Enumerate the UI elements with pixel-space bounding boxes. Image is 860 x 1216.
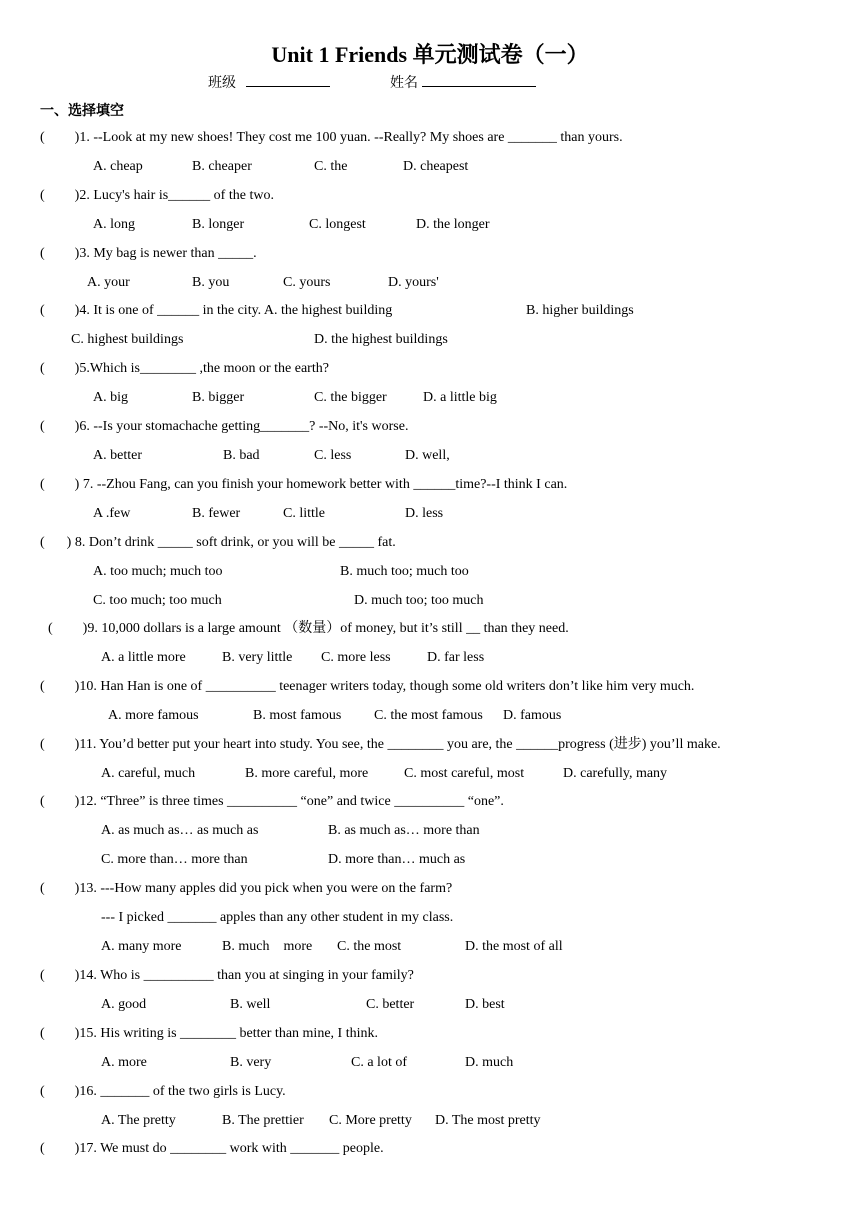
answer-paren: ( [40, 1141, 45, 1156]
question-7 [40, 476, 567, 494]
answer-paren: ( [40, 361, 45, 376]
question-text: )6. --Is your stomachache getting_______? --No, it's worse. [74, 419, 409, 434]
question-3 [40, 245, 257, 263]
option-b: B. much more [222, 939, 313, 954]
option-b: B. much too; much too [340, 564, 469, 579]
question-text: )11. You’d better put your heart into study. You see, the ________ you are, the ______progress (进步) you’ll make. [74, 737, 721, 752]
option-d: D. yours' [388, 275, 439, 290]
question-1 [40, 129, 623, 147]
name-label: 姓名 [390, 76, 418, 91]
name-field [390, 72, 536, 92]
question-11 [40, 736, 721, 754]
question-text: )10. Han Han is one of __________ teenager writers today, though some old writers don’t like him very much. [74, 679, 695, 694]
question-16 [40, 1083, 286, 1101]
question-14 [40, 967, 414, 985]
section-title: 一、选择填空 [40, 103, 124, 119]
question-text: )3. My bag is newer than _____. [74, 246, 257, 261]
option-b: B. longer [192, 217, 245, 232]
class-label: 班级 [208, 76, 236, 91]
question-text: )5.Which is________ ,the moon or the earth? [74, 361, 329, 376]
question-8 [40, 534, 396, 552]
option-a: A. better [93, 448, 142, 463]
answer-paren: ( [40, 535, 45, 550]
question-text: )9. 10,000 dollars is a large amount （数量）of money, but it’s still __ than they need. [82, 621, 569, 636]
option-c: C. highest buildings [71, 332, 184, 347]
option-d: D. famous [503, 708, 562, 723]
option-d: D. more than… much as [328, 852, 466, 867]
name-blank[interactable] [422, 72, 536, 87]
option-c: C. longest [309, 217, 366, 232]
question-text: ) 8. Don’t drink _____ soft drink, or you will be _____ fat. [66, 535, 396, 550]
option-a: A. as much as… as much as [101, 823, 259, 838]
option-c: C. more than… more than [101, 852, 248, 867]
option-d: D. much too; too much [354, 593, 484, 608]
option-d: D. much [465, 1055, 514, 1070]
question-13 [40, 880, 452, 898]
option-b: B. bigger [192, 390, 245, 405]
question-text-line-2: --- I picked _______ apples than any other student in my class. [101, 910, 454, 925]
option-c: C. a lot of [351, 1055, 407, 1070]
option-d: D. far less [427, 650, 485, 665]
option-c: C. yours [283, 275, 331, 290]
option-b: B. well [230, 997, 271, 1012]
answer-paren: ( [48, 621, 53, 636]
option-b: B. The prettier [222, 1113, 304, 1128]
answer-paren: ( [40, 1084, 45, 1099]
option-d: D. The most pretty [435, 1113, 541, 1128]
option-a: A. The pretty [101, 1113, 176, 1128]
question-text: )14. Who is __________ than you at singing in your family? [74, 968, 414, 983]
option-a: A. good [101, 997, 147, 1012]
option-c: C. better [366, 997, 415, 1012]
question-text: )1. --Look at my new shoes! They cost me 100 yuan. --Really? My shoes are _______ than yours. [74, 130, 623, 145]
question-5 [40, 360, 329, 378]
option-a: A. a little more [101, 650, 186, 665]
answer-paren: ( [40, 419, 45, 434]
question-text: )16. _______ of the two girls is Lucy. [74, 1084, 286, 1099]
answer-paren: ( [40, 188, 45, 203]
option-c: C. the bigger [314, 390, 387, 405]
option-a: A. your [87, 275, 130, 290]
option-c: C. More pretty [329, 1113, 412, 1128]
option-a: A. too much; much too [93, 564, 223, 579]
option-d: D. the most of all [465, 939, 563, 954]
option-b: B. very [230, 1055, 272, 1070]
answer-paren: ( [40, 794, 45, 809]
answer-paren: ( [40, 303, 45, 318]
option-c: C. most careful, most [404, 766, 525, 781]
class-blank[interactable] [246, 72, 330, 87]
question-6 [40, 418, 408, 436]
question-text: )15. His writing is ________ better than mine, I think. [74, 1026, 378, 1041]
question-4 [40, 302, 392, 320]
option-a: A. cheap [93, 159, 143, 174]
question-text: )4. It is one of ______ in the city. A. the highest building [74, 303, 393, 318]
option-a: A. many more [101, 939, 182, 954]
option-a: A. careful, much [101, 766, 196, 781]
option-c: C. little [283, 506, 325, 521]
question-15 [40, 1025, 378, 1043]
option-d: D. the highest buildings [314, 332, 448, 347]
option-d: D. well, [405, 448, 450, 463]
option-d: D. carefully, many [563, 766, 668, 781]
answer-paren: ( [40, 679, 45, 694]
page-title: Unit 1 Friends 单元测试卷（一） [271, 42, 589, 67]
answer-paren: ( [40, 737, 45, 752]
option-b: B. most famous [253, 708, 342, 723]
option-b: B. higher buildings [526, 303, 634, 318]
option-c: C. more less [321, 650, 391, 665]
option-b: B. cheaper [192, 159, 252, 174]
option-a: A. long [93, 217, 135, 232]
question-2 [40, 187, 274, 205]
question-text: )12. “Three” is three times __________ “one” and twice __________ “one”. [74, 794, 504, 809]
option-c: C. too much; too much [93, 593, 222, 608]
answer-paren: ( [40, 130, 45, 145]
question-12 [40, 793, 504, 811]
question-text: )13. ---How many apples did you pick when you were on the farm? [74, 881, 453, 896]
option-a: A. more famous [108, 708, 199, 723]
question-text: )17. We must do ________ work with _______ people. [74, 1141, 384, 1156]
question-text: )2. Lucy's hair is______ of the two. [74, 188, 274, 203]
option-a: A. more [101, 1055, 147, 1070]
option-c: C. the [314, 159, 348, 174]
class-field [208, 72, 330, 92]
option-b: B. fewer [192, 506, 241, 521]
option-b: B. you [192, 275, 230, 290]
answer-paren: ( [40, 246, 45, 261]
option-d: D. cheapest [403, 159, 469, 174]
answer-paren: ( [40, 881, 45, 896]
option-d: D. the longer [416, 217, 490, 232]
question-9 [48, 620, 569, 638]
answer-paren: ( [40, 1026, 45, 1041]
option-d: D. less [405, 506, 444, 521]
answer-paren: ( [40, 477, 45, 492]
option-b: B. bad [223, 448, 260, 463]
option-d: D. best [465, 997, 505, 1012]
option-b: B. as much as… more than [328, 823, 480, 838]
option-b: B. very little [222, 650, 293, 665]
option-b: B. more careful, more [245, 766, 369, 781]
option-a: A .few [93, 506, 131, 521]
question-text: ) 7. --Zhou Fang, can you finish your homework better with ______time?--I think I can. [74, 477, 568, 492]
option-d: D. a little big [423, 390, 497, 405]
option-c: C. the most famous [374, 708, 483, 723]
option-c: C. the most [337, 939, 402, 954]
question-10 [40, 678, 694, 696]
option-c: C. less [314, 448, 352, 463]
question-17 [40, 1140, 384, 1158]
answer-paren: ( [40, 968, 45, 983]
option-a: A. big [93, 390, 128, 405]
